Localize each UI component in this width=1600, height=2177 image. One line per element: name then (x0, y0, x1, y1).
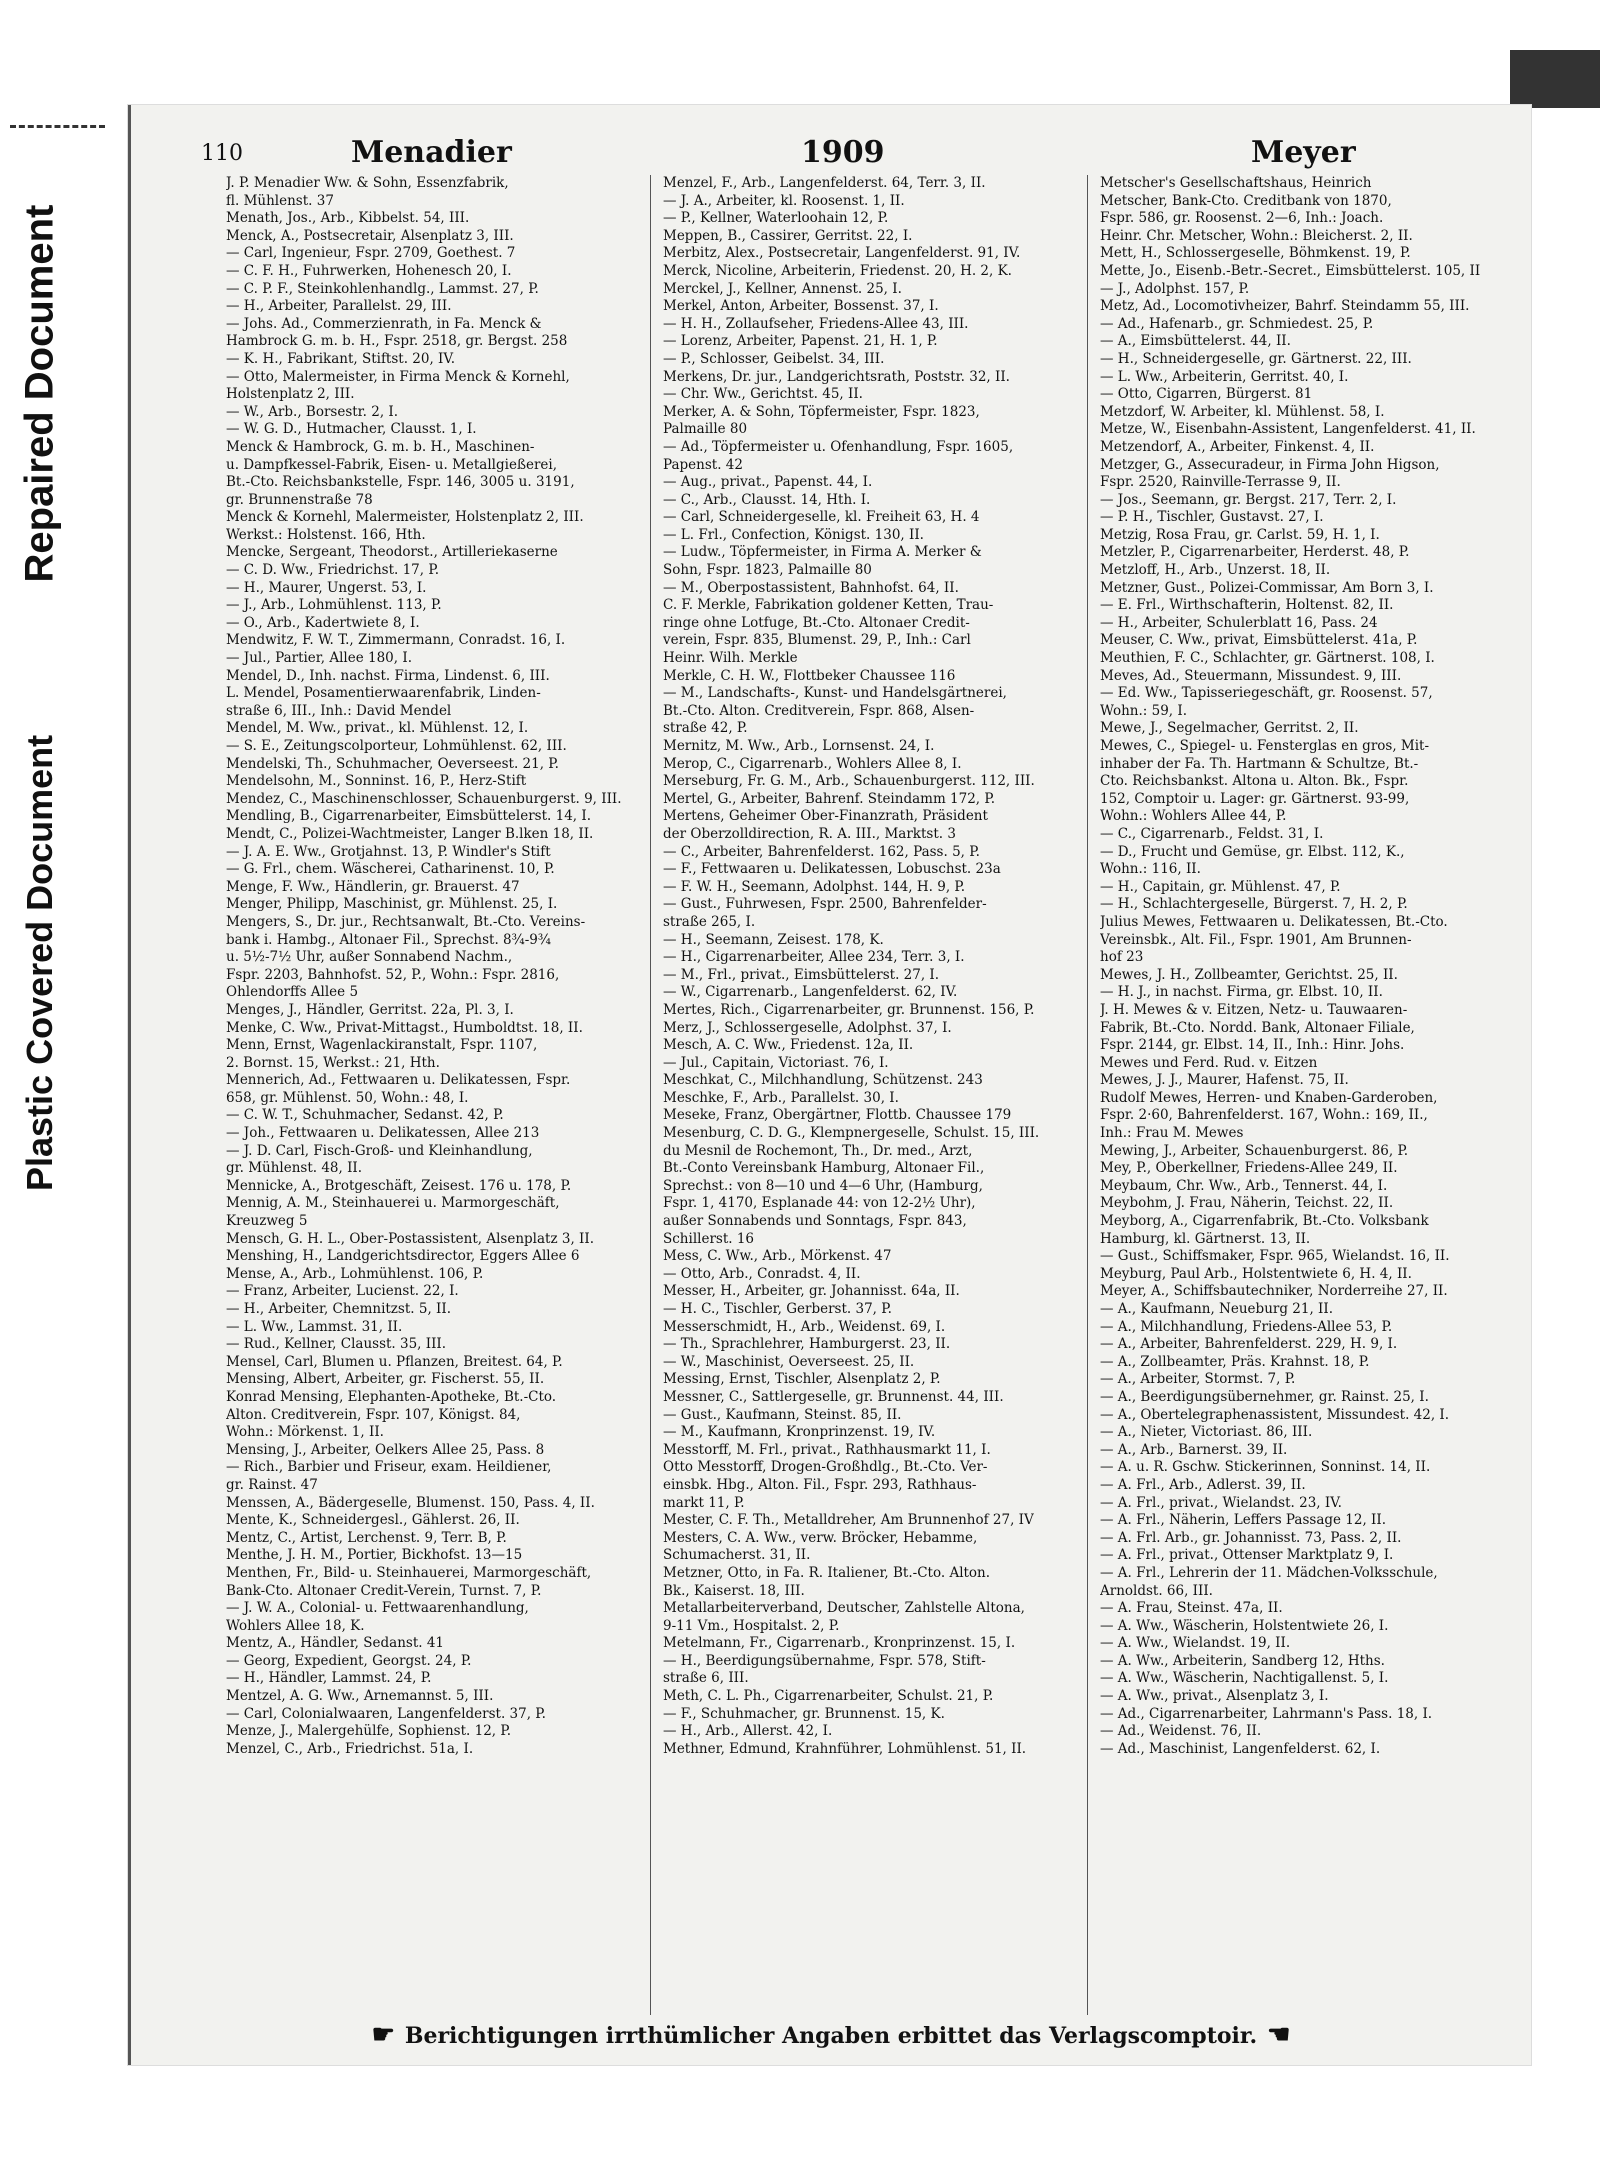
directory-entry: Fspr. 2520, Rainville-Terrasse 9, II. (1100, 474, 1341, 491)
directory-entry: — L. Ww., Lammst. 31, II. (226, 1318, 403, 1335)
directory-entry: — A. Frl., Lehrerin der 11. Mädchen-Volksschule, (1100, 1564, 1438, 1581)
directory-entry: Mester, C. F. Th., Metalldreher, Am Brunnenhof 27, IV (663, 1512, 1034, 1529)
directory-entry: — P. H., Tischler, Gustavst. 27, I. (1100, 509, 1324, 526)
directory-entry: Messer, H., Arbeiter, gr. Johannisst. 64a, II. (663, 1283, 960, 1300)
directory-entry: Metzig, Rosa Frau, gr. Carlst. 59, H. 1, I. (1100, 526, 1380, 543)
directory-entry: — J. A. E. Ww., Grotjahnst. 13, P. Windler's Stift (226, 843, 551, 860)
directory-entry: — A., Kaufmann, Neueburg 21, II. (1100, 1301, 1333, 1317)
directory-entry: — Carl, Colonialwaaren, Langenfelderst. 37, P. (226, 1705, 546, 1722)
directory-entry: Mesenburg, C. D. G., Klempnergeselle, Schulst. 15, III. (663, 1125, 1040, 1142)
directory-entry: Fspr. 586, gr. Roosenst. 2—6, Inh.: Joach. (1100, 210, 1384, 227)
directory-entry: — H., Händler, Lammst. 24, P. (226, 1670, 432, 1687)
directory-entry: Mernitz, M. Ww., Arb., Lornsenst. 24, I. (663, 738, 935, 754)
directory-entry: bank i. Hambg., Altonaer Fil., Sprechst. 8¾-9¾ (226, 931, 551, 948)
directory-entry: — J., Adolphst. 157, P. (1100, 280, 1250, 297)
directory-entry: Mertel, G., Arbeiter, Bahrenf. Steindamm 172, P. (663, 790, 996, 807)
directory-entry: Schillerst. 16 (663, 1230, 755, 1247)
directory-entry: — A., Zollbeamter, Präs. Krahnst. 18, P. (1100, 1353, 1370, 1370)
directory-entry: — P., Schlosser, Geibelst. 34, III. (663, 350, 885, 367)
directory-entry: — F., Schuhmacher, gr. Brunnenst. 15, K. (663, 1705, 945, 1722)
directory-entry: — E. Frl., Wirthschafterin, Holtenst. 82, II. (1100, 597, 1394, 614)
directory-entry: — A. Ww., Wäscherin, Nachtigallenst. 5, I. (1100, 1670, 1389, 1687)
directory-entry: Mentzel, A. G. Ww., Arnemannst. 5, III. (226, 1688, 494, 1705)
directory-entry: Menzel, F., Arb., Langenfelderst. 64, Terr. 3, II. (663, 175, 986, 191)
pointing-hand-icon: ☚ (1267, 2020, 1291, 2050)
directory-entry: Mendwitz, F. W. T., Zimmermann, Conradst. 16, I. (226, 632, 566, 649)
directory-entry: du Mesnil de Rochemont, Th., Dr. med., Arzt, (663, 1142, 973, 1159)
directory-entry: Mey, P., Oberkellner, Friedens-Allee 249, II. (1100, 1160, 1398, 1177)
directory-entry: — H., Seemann, Zeisest. 178, K. (663, 931, 884, 948)
directory-entry: Metzner, Otto, in Fa. R. Italiener, Bt.-Cto. Alton. (663, 1564, 991, 1581)
directory-entry: — Jul., Capitain, Victoriast. 76, I. (663, 1054, 889, 1071)
directory-entry: Mendelski, Th., Schuhmacher, Oeverseest. 21, P. (226, 755, 559, 772)
directory-entry: Mense, A., Arb., Lohmühlenst. 106, P. (226, 1265, 484, 1282)
directory-entry: Wohn.: 59, I. (1100, 702, 1187, 719)
directory-entry: Papenst. 42 (663, 456, 743, 473)
directory-entry: straße 6, III. (663, 1670, 749, 1687)
directory-entry: Konrad Mensing, Elephanten-Apotheke, Bt.-Cto. (226, 1388, 557, 1405)
directory-entry: Schumacherst. 31, II. (663, 1547, 811, 1564)
directory-entry: Metz, Ad., Locomotivheizer, Bahrf. Steindamm 55, III. (1100, 298, 1470, 315)
directory-entry: — Ad., Hafenarb., gr. Schmiedest. 25, P. (1100, 315, 1374, 332)
directory-entry: straße 6, III., Inh.: David Mendel (226, 702, 452, 719)
directory-entry: Wohn.: Mörkenst. 1, II. (226, 1424, 384, 1441)
directory-entry: — H., Maurer, Ungerst. 53, I. (226, 579, 427, 596)
directory-entry: Menthe, J. H. M., Portier, Bickhofst. 13—15 (226, 1547, 523, 1564)
directory-entry: — H. C., Tischler, Gerberst. 37, P. (663, 1301, 892, 1317)
directory-entry: Mensch, G. H. L., Ober-Postassistent, Alsenplatz 3, II. (226, 1230, 594, 1247)
directory-entry: — D., Frucht und Gemüse, gr. Elbst. 112, K., (1100, 843, 1405, 860)
directory-entry: Menck & Kornehl, Malermeister, Holstenplatz 2, III. (226, 509, 584, 526)
directory-entry: Menck, A., Postsecretair, Alsenplatz 3, III. (226, 227, 514, 244)
directory-entry: — A. Frl., privat., Ottenser Marktplatz 9, I. (1100, 1547, 1394, 1564)
directory-entry: Meyborg, A., Cigarrenfabrik, Bt.-Cto. Volksbank (1100, 1213, 1429, 1230)
directory-entry: Metzdorf, W. Arbeiter, kl. Mühlenst. 58, I. (1100, 403, 1385, 420)
directory-entry: — A. Frl. Arb., gr. Johannisst. 73, Pass. 2, II. (1100, 1529, 1402, 1546)
directory-entry: Bt.-Cto. Alton. Creditverein, Fspr. 868, Alsen- (663, 702, 975, 719)
directory-entry: Merkel, Anton, Arbeiter, Bossenst. 37, I. (663, 298, 939, 315)
directory-entry: — A. Ww., Arbeiterin, Sandberg 12, Hths. (1100, 1652, 1385, 1669)
directory-entry: Bt.-Conto Vereinsbank Hamburg, Altonaer Fil., (663, 1160, 985, 1177)
directory-entry: — A., Obertelegraphenassistent, Missundest. 42, I. (1100, 1406, 1450, 1423)
directory-entry: Messerschmidt, H., Arb., Weidenst. 69, I. (663, 1318, 946, 1335)
directory-entry: — Gust., Schiffsmaker, Fspr. 965, Wielandst. 16, II. (1100, 1248, 1450, 1265)
directory-entry: Ohlendorffs Allee 5 (226, 984, 359, 1001)
header-year: 1909 (801, 135, 885, 170)
directory-entry: — Gust., Kaufmann, Steinst. 85, II. (663, 1406, 902, 1423)
directory-entry: — J. W. A., Colonial- u. Fettwaarenhandlung, (226, 1600, 529, 1617)
directory-entry: Fspr. 2203, Bahnhofst. 52, P., Wohn.: Fspr. 2816, (226, 966, 560, 983)
directory-entry: Mess, C. Ww., Arb., Mörkenst. 47 (663, 1248, 892, 1265)
directory-entry: Mensel, Carl, Blumen u. Pflanzen, Breitest. 64, P. (226, 1353, 563, 1370)
directory-entry: Palmaille 80 (663, 421, 748, 438)
directory-entry: — Otto, Arb., Conradst. 4, II. (663, 1265, 861, 1282)
directory-entry: Menthen, Fr., Bild- u. Steinhauerei, Marmorgeschäft, (226, 1564, 592, 1581)
dashed-line (10, 125, 105, 128)
plastic-covered-document-label: Plastic Covered Document (19, 734, 60, 1191)
directory-entry: Wohn.: Wohlers Allee 44, P. (1100, 808, 1287, 825)
directory-entry: Messner, C., Sattlergeselle, gr. Brunnenst. 44, III. (663, 1388, 1004, 1405)
directory-entry: gr. Mühlenst. 48, II. (226, 1160, 363, 1177)
directory-entry: — W., Maschinist, Oeverseest. 25, II. (663, 1353, 915, 1370)
directory-entry: Mendel, M. Ww., privat., kl. Mühlenst. 12, I. (226, 720, 529, 737)
directory-entry: Wohn.: 116, II. (1100, 861, 1201, 878)
column-divider (1087, 175, 1088, 2015)
directory-entry: Metzner, Gust., Polizei-Commissar, Am Born 3, I. (1100, 579, 1434, 596)
page-footer (131, 2020, 1531, 2050)
directory-entry: fl. Mühlenst. 37 (226, 192, 334, 209)
directory-entry: Kreuzweg 5 (226, 1213, 308, 1230)
directory-entry: Mewes, J. H., Zollbeamter, Gerichtst. 25, II. (1100, 966, 1398, 983)
directory-entry: Mengers, S., Dr. jur., Rechtsanwalt, Bt.-Cto. Vereins- (226, 913, 586, 930)
directory-entry: — Rich., Barbier und Friseur, exam. Heildiener, (226, 1459, 552, 1476)
directory-entry: Mewes und Ferd. Rud. v. Eitzen (1100, 1054, 1318, 1071)
directory-entry: — A. Ww., Wielandst. 19, II. (1100, 1635, 1291, 1652)
directory-entry: Metzger, G., Assecuradeur, in Firma John Higson, (1100, 456, 1440, 473)
directory-entry: Fspr. 2144, gr. Elbst. 14, II., Inh.: Hinr. Johs. (1100, 1037, 1405, 1054)
directory-entry: Otto Messtorff, Drogen-Großhdlg., Bt.-Cto. Ver- (663, 1459, 988, 1476)
pointing-hand-icon: ☛ (371, 2020, 395, 2050)
directory-entry: Mennig, A. M., Steinhauerei u. Marmorgeschäft, (226, 1195, 560, 1212)
directory-entry: — Rud., Kellner, Clausst. 35, III. (226, 1336, 447, 1353)
directory-entry: 2. Bornst. 15, Werkst.: 21, Hth. (226, 1054, 440, 1071)
directory-entry: Merkle, C. H. W., Flottbeker Chaussee 116 (663, 667, 956, 684)
directory-entry: — Ad., Maschinist, Langenfelderst. 62, I. (1100, 1740, 1381, 1757)
directory-entry: — A., Arbeiter, Bahrenfelderst. 229, H. 9, I. (1100, 1336, 1398, 1353)
directory-entry: — Chr. Ww., Gerichtst. 45, II. (663, 386, 863, 403)
directory-entry: — O., Arb., Kadertwiete 8, I. (226, 614, 420, 631)
directory-entry: — H., Arbeiter, Schulerblatt 16, Pass. 24 (1100, 614, 1378, 631)
header-right-word: Meyer (1251, 135, 1356, 170)
directory-entry: Mendez, C., Maschinenschlosser, Schauenburgerst. 9, III. (226, 790, 622, 807)
document-page (128, 105, 1531, 2065)
directory-entry: — Otto, Cigarren, Bürgerst. 81 (1100, 386, 1313, 403)
directory-entry: Heinr. Wilh. Merkle (663, 650, 798, 667)
directory-entry: Mensing, J., Arbeiter, Oelkers Allee 25, Pass. 8 (226, 1441, 545, 1458)
directory-entry: Metscher's Gesellschaftshaus, Heinrich (1100, 175, 1372, 191)
header-left-word: Menadier (351, 135, 512, 170)
directory-entry: — A., Beerdigungsübernehmer, gr. Rainst. 25, I. (1100, 1388, 1429, 1405)
directory-entry: Menck & Hambrock, G. m. b. H., Maschinen- (226, 438, 535, 455)
directory-entry: — H. J., in nachst. Firma, gr. Elbst. 10, II. (1100, 984, 1383, 1001)
directory-entry: C. F. Merkle, Fabrikation goldener Ketten, Trau- (663, 597, 994, 614)
directory-entry: gr. Brunnenstraße 78 (226, 491, 373, 508)
directory-entry: Messing, Ernst, Tischler, Alsenplatz 2, P. (663, 1371, 941, 1388)
directory-entry: — H., Arbeiter, Chemnitzst. 5, II. (226, 1301, 451, 1317)
directory-entry: Mendel, D., Inh. nachst. Firma, Lindenst. 6, III. (226, 667, 550, 684)
directory-entry: — Lorenz, Arbeiter, Papenst. 21, H. 1, P. (663, 333, 938, 350)
directory-entry: Mewe, J., Segelmacher, Gerritst. 2, II. (1100, 720, 1359, 737)
directory-entry: Menath, Jos., Arb., Kibbelst. 54, III. (226, 210, 470, 227)
directory-entry: Mertens, Geheimer Ober-Finanzrath, Präsident (663, 808, 988, 825)
directory-entry: u. 5½-7½ Uhr, außer Sonnabend Nachm., (226, 949, 513, 966)
directory-entry: Mesters, C. A. Ww., verw. Bröcker, Hebamme, (663, 1529, 978, 1546)
directory-entry: Menges, J., Händler, Gerritst. 22a, Pl. 3, I. (226, 1001, 514, 1018)
directory-entry: — H., Beerdigungsübernahme, Fspr. 578, Stift- (663, 1652, 986, 1669)
footer-text: Berichtigungen irrthümlicher Angaben erbittet das Verlagscomptoir. (404, 2023, 1258, 2049)
directory-entry: Alton. Creditverein, Fspr. 107, Königst. 84, (226, 1406, 521, 1423)
directory-entry: Heinr. Chr. Metscher, Wohn.: Bleicherst. 2, II. (1100, 227, 1413, 244)
directory-entry: Menzel, C., Arb., Friedrichst. 51a, I. (226, 1740, 474, 1757)
directory-entry: Merkens, Dr. jur., Landgerichtsrath, Poststr. 32, II. (663, 368, 1010, 385)
directory-entry: J. P. Menadier Ww. & Sohn, Essenzfabrik, (226, 175, 509, 191)
directory-entry: — A. u. R. Gschw. Stickerinnen, Sonninst. 14, II. (1100, 1459, 1431, 1476)
directory-entry: — C. W. T., Schuhmacher, Sedanst. 42, P. (226, 1107, 504, 1124)
directory-entry: Julius Mewes, Fettwaaren u. Delikatessen, Bt.-Cto. (1100, 913, 1448, 930)
directory-entry: 152, Comptoir u. Lager: gr. Gärtnerst. 93-99, (1100, 790, 1410, 807)
directory-entry: hof 23 (1100, 949, 1144, 966)
directory-entry: — A. Frl., Näherin, Leffers Passage 12, II. (1100, 1512, 1387, 1529)
directory-entry: Mendling, B., Cigarrenarbeiter, Eimsbüttelerst. 14, I. (226, 808, 592, 825)
directory-entry: Meppen, B., Cassirer, Gerritst. 22, I. (663, 227, 913, 244)
directory-entry: Mendelsohn, M., Sonninst. 16, P., Herz-Stift (226, 773, 527, 790)
directory-entry: Fabrik, Bt.-Cto. Nordd. Bank, Altonaer Filiale, (1100, 1019, 1415, 1036)
directory-entry: — G. Frl., chem. Wäscherei, Catharinenst. 10, P. (226, 861, 555, 878)
directory-entry: — M., Frl., privat., Eimsbüttelerst. 27, I. (663, 966, 940, 983)
directory-entry: — Ad., Töpfermeister u. Ofenhandlung, Fspr. 1605, (663, 438, 1014, 455)
directory-entry: — A., Arb., Barnerst. 39, II. (1100, 1441, 1288, 1458)
directory-entry: Mewing, J., Arbeiter, Schauenburgerst. 86, P. (1100, 1142, 1409, 1159)
directory-entry: Mentz, A., Händler, Sedanst. 41 (226, 1635, 445, 1652)
directory-entry: Metelmann, Fr., Cigarrenarb., Kronprinzenst. 15, I. (663, 1635, 1016, 1652)
directory-entry: Cto. Reichsbankst. Altona u. Alton. Bk., Fspr. (1100, 773, 1409, 790)
directory-entry: Mesch, A. C. Ww., Friedenst. 12a, II. (663, 1037, 914, 1054)
directory-entry: einsbk. Hbg., Alton. Fil., Fspr. 293, Rathhaus- (663, 1476, 977, 1493)
directory-entry: — J. D. Carl, Fisch-Groß- und Kleinhandlung, (226, 1142, 533, 1159)
directory-entry: Meuthien, F. C., Schlachter, gr. Gärtnerst. 108, I. (1100, 650, 1435, 667)
directory-entry: — J. A., Arbeiter, kl. Roosenst. 1, II. (663, 192, 905, 209)
directory-entry: Meybaum, Chr. Ww., Arb., Tennerst. 44, I. (1100, 1177, 1388, 1194)
directory-entry: J. H. Mewes & v. Eitzen, Netz- u. Tauwaaren- (1100, 1001, 1408, 1018)
directory-entry: — H., Capitain, gr. Mühlenst. 47, P. (1100, 878, 1341, 895)
directory-entry: — Ludw., Töpfermeister, in Firma A. Merker & (663, 544, 982, 561)
directory-entry: Mett, H., Schlossergeselle, Böhmkenst. 19, P. (1100, 245, 1411, 262)
directory-entry: — Carl, Schneidergeselle, kl. Freiheit 63, H. 4 (663, 509, 980, 526)
directory-entry: L. Mendel, Posamentierwaarenfabrik, Linden- (226, 685, 541, 702)
directory-entry: Menger, Philipp, Maschinist, gr. Mühlenst. 25, I. (226, 896, 558, 913)
directory-entry: — A., Eimsbüttelerst. 44, II. (1100, 333, 1291, 350)
directory-entry: — P., Kellner, Waterloohain 12, P. (663, 210, 889, 227)
directory-entry: Menssen, A., Bädergeselle, Blumenst. 150, Pass. 4, II. (226, 1494, 595, 1511)
directory-entry: — Th., Sprachlehrer, Hamburgerst. 23, II. (663, 1336, 951, 1353)
directory-entry: Merseburg, Fr. G. M., Arb., Schauenburgerst. 112, III. (663, 773, 1035, 790)
directory-entry: gr. Rainst. 47 (226, 1476, 318, 1493)
directory-entry: — W. G. D., Hutmacher, Clausst. 1, I. (226, 421, 477, 438)
column-divider (650, 175, 651, 2015)
directory-entry: Meuser, C. Ww., privat, Eimsbüttelerst. 41a, P. (1100, 632, 1418, 649)
directory-entry: markt 11, P. (663, 1494, 745, 1511)
directory-entry: — H., Schneidergeselle, gr. Gärtnerst. 22, III. (1100, 350, 1412, 367)
directory-entry: Mente, K., Schneidergesl., Gählerst. 26, II. (226, 1512, 520, 1529)
directory-entry: u. Dampfkessel-Fabrik, Eisen- u. Metallgießerei, (226, 456, 558, 473)
directory-column-3 (1100, 175, 1510, 2015)
directory-entry: Meybohm, J. Frau, Näherin, Teichst. 22, II. (1100, 1195, 1394, 1212)
directory-entry: Mewes, J. J., Maurer, Hafenst. 75, II. (1100, 1072, 1349, 1089)
directory-entry: — H., Schlachtergeselle, Bürgerst. 7, H. 2, P. (1100, 896, 1408, 913)
directory-entry: Werkst.: Holstenst. 166, Hth. (226, 526, 426, 543)
directory-entry: Bk., Kaiserst. 18, III. (663, 1582, 805, 1599)
directory-entry: inhaber der Fa. Th. Hartmann & Schultze, Bt.- (1100, 755, 1419, 772)
directory-entry: Merz, J., Schlossergeselle, Adolphst. 37, I. (663, 1019, 952, 1036)
directory-entry: Meth, C. L. Ph., Cigarrenarbeiter, Schulst. 21, P. (663, 1688, 994, 1705)
directory-entry: Menge, F. Ww., Händlerin, gr. Brauerst. 47 (226, 878, 520, 895)
directory-entry: Arnoldst. 66, III. (1100, 1582, 1213, 1599)
directory-entry: Meyer, A., Schiffsbautechniker, Norderreihe 27, II. (1100, 1283, 1448, 1300)
directory-entry: Meseke, Franz, Obergärtner, Flottb. Chaussee 179 (663, 1107, 1012, 1124)
directory-entry: Metallarbeiterverband, Deutscher, Zahlstelle Altona, (663, 1600, 1025, 1617)
directory-entry: Wohlers Allee 18, K. (226, 1617, 365, 1634)
directory-entry: Metzloff, H., Arb., Unzerst. 18, II. (1100, 562, 1331, 579)
directory-entry: Merck, Nicoline, Arbeiterin, Friedenst. 20, H. 2, K. (663, 262, 1012, 279)
directory-entry: Mensing, Albert, Arbeiter, gr. Fischerst. 55, II. (226, 1371, 545, 1388)
directory-entry: — L. Ww., Arbeiterin, Gerritst. 40, I. (1100, 368, 1349, 385)
directory-entry: Meyburg, Paul Arb., Holstentwiete 6, H. 4, II. (1100, 1265, 1412, 1282)
directory-entry: Meschkat, C., Milchhandlung, Schützenst. 243 (663, 1072, 983, 1089)
directory-entry: — S. E., Zeitungscolporteur, Lohmühlenst. 62, III. (226, 738, 567, 754)
directory-entry: Bank-Cto. Altonaer Credit-Verein, Turnst. 7, P. (226, 1582, 542, 1599)
directory-entry: — L. Frl., Confection, Königst. 130, II. (663, 526, 924, 543)
directory-entry: — M., Landschafts-, Kunst- und Handelsgärtnerei, (663, 685, 1007, 702)
directory-entry: — C., Arbeiter, Bahrenfelderst. 162, Pass. 5, P. (663, 843, 980, 860)
directory-entry: — H., Arbeiter, Parallelst. 29, III. (226, 298, 452, 315)
directory-entry: straße 265, I. (663, 913, 756, 930)
directory-entry: — A., Nieter, Victoriast. 86, III. (1100, 1424, 1313, 1441)
directory-entry: — Ed. Ww., Tapisseriegeschäft, gr. Roosenst. 57, (1100, 685, 1433, 702)
directory-entry: — Joh., Fettwaaren u. Delikatessen, Allee 213 (226, 1125, 540, 1142)
directory-entry: Mette, Jo., Eisenb.-Betr.-Secret., Eimsbüttelerst. 105, II (1100, 262, 1481, 279)
directory-entry: Hambrock G. m. b. H., Fspr. 2518, gr. Bergst. 258 (226, 333, 568, 350)
directory-entry: Metzendorf, A., Arbeiter, Finkenst. 4, II. (1100, 438, 1375, 455)
directory-entry: der Oberzolldirection, R. A. III., Marktst. 3 (663, 825, 956, 842)
directory-entry: Merker, A. & Sohn, Töpfermeister, Fspr. 1823, (663, 403, 980, 420)
directory-entry: Sprechst.: von 8—10 und 4—6 Uhr, (Hamburg, (663, 1177, 983, 1194)
directory-entry: Menke, C. Ww., Privat-Mittagst., Humboldtst. 18, II. (226, 1019, 583, 1036)
directory-entry: — A. Frl., privat., Wielandst. 23, IV. (1100, 1494, 1342, 1511)
page-header (201, 135, 1501, 175)
directory-entry: Metscher, Bank-Cto. Creditbank von 1870, (1100, 192, 1392, 209)
directory-entry: — Otto, Malermeister, in Firma Menck & Kornehl, (226, 368, 570, 385)
directory-entry: — Gust., Fuhrwesen, Fspr. 2500, Bahrenfelder- (663, 896, 987, 913)
directory-entry: Mentz, C., Artist, Lerchenst. 9, Terr. B, P. (226, 1529, 507, 1546)
directory-entry: Methner, Edmund, Krahnführer, Lohmühlenst. 51, II. (663, 1740, 1027, 1757)
directory-entry: Metzler, P., Cigarrenarbeiter, Herderst. 48, P. (1100, 544, 1410, 561)
directory-entry: — A. Frau, Steinst. 47a, II. (1100, 1600, 1283, 1617)
directory-entry: — M., Oberpostassistent, Bahnhofst. 64, II. (663, 579, 959, 596)
repaired-document-label: Repaired Document (17, 204, 62, 583)
directory-entry: Mencke, Sergeant, Theodorst., Artilleriekaserne (226, 544, 558, 561)
directory-entry: Merckel, J., Kellner, Annenst. 25, I. (663, 280, 902, 297)
directory-entry: Hamburg, kl. Gärtnerst. 13, II. (1100, 1230, 1311, 1247)
directory-entry: Rudolf Mewes, Herren- und Knaben-Garderoben, (1100, 1089, 1438, 1106)
directory-entry: Mennerich, Ad., Fettwaaren u. Delikatessen, Fspr. (226, 1072, 571, 1089)
directory-entry: — Johs. Ad., Commerzienrath, in Fa. Menck & (226, 315, 542, 332)
directory-entry: Fspr. 2·60, Bahrenfelderst. 167, Wohn.: 169, II., (1100, 1107, 1428, 1124)
directory-entry: Inh.: Frau M. Mewes (1100, 1125, 1244, 1142)
directory-entry: außer Sonnabends und Sonntags, Fspr. 843, (663, 1213, 967, 1230)
directory-entry: Mewes, C., Spiegel- u. Fensterglas en gros, Mit- (1100, 738, 1430, 754)
directory-entry: ringe ohne Lotfuge, Bt.-Cto. Altonaer Credit- (663, 614, 970, 631)
directory-entry: — Georg, Expedient, Georgst. 24, P. (226, 1652, 472, 1669)
directory-entry: — J., Arb., Lohmühlenst. 113, P. (226, 597, 442, 614)
directory-entry: Menshing, H., Landgerichtsdirector, Eggers Allee 6 (226, 1248, 580, 1265)
dark-corner-mark (1510, 50, 1600, 108)
directory-entry: verein, Fspr. 835, Blumenst. 29, P., Inh.: Carl (663, 632, 971, 649)
directory-entry: Merbitz, Alex., Postsecretair, Langenfelderst. 91, IV. (663, 245, 1021, 262)
directory-entry: — C., Arb., Clausst. 14, Hth. I. (663, 491, 871, 508)
directory-entry: — Jos., Seemann, gr. Bergst. 217, Terr. 2, I. (1100, 491, 1397, 508)
directory-entry: — K. H., Fabrikant, Stiftst. 20, IV. (226, 350, 456, 367)
directory-entry: — W., Cigarrenarb., Langenfelderst. 62, IV. (663, 984, 958, 1001)
directory-entry: Fspr. 1, 4170, Esplanade 44: von 12-2½ Uhr), (663, 1195, 976, 1212)
directory-entry: Bt.-Cto. Reichsbankstelle, Fspr. 146, 3005 u. 3191, (226, 474, 575, 491)
directory-entry: Meschke, F., Arb., Parallelst. 30, I. (663, 1089, 899, 1106)
directory-column-1 (226, 175, 636, 2015)
directory-entry: — C. P. F., Steinkohlenhandlg., Lammst. 27, P. (226, 280, 539, 297)
directory-entry: — M., Kaufmann, Kronprinzenst. 19, IV. (663, 1424, 936, 1441)
directory-entry: Menn, Ernst, Wagenlackiranstalt, Fspr. 1107, (226, 1037, 538, 1054)
directory-entry: Messtorff, M. Frl., privat., Rathhausmarkt 11, I. (663, 1441, 991, 1458)
directory-entry: — F. W. H., Seemann, Adolphst. 144, H. 9, P. (663, 878, 966, 895)
directory-entry: — A. Ww., privat., Alsenplatz 3, I. (1100, 1688, 1329, 1705)
directory-entry: — A. Ww., Wäscherin, Holstentwiete 26, I. (1100, 1617, 1389, 1634)
directory-entry: Menze, J., Malergehülfe, Sophienst. 12, P. (226, 1723, 512, 1740)
directory-entry: 9-11 Vm., Hospitalst. 2, P. (663, 1617, 840, 1634)
directory-entry: — W., Arb., Borsestr. 2, I. (226, 403, 399, 420)
directory-entry: — C. D. Ww., Friedrichst. 17, P. (226, 562, 439, 579)
directory-entry: — Franz, Arbeiter, Lucienst. 22, I. (226, 1283, 459, 1300)
directory-entry: Meves, Ad., Steuermann, Missundest. 9, III. (1100, 667, 1402, 684)
directory-entry: 658, gr. Mühlenst. 50, Wohn.: 48, I. (226, 1089, 469, 1106)
directory-column-2 (663, 175, 1073, 2015)
directory-entry: Vereinsbk., Alt. Fil., Fspr. 1901, Am Brunnen- (1100, 931, 1412, 948)
directory-entry: — Ad., Weidenst. 76, II. (1100, 1723, 1262, 1740)
directory-entry: — Ad., Cigarrenarbeiter, Lahrmann's Pass. 18, I. (1100, 1705, 1433, 1722)
directory-entry: straße 42, P. (663, 720, 748, 737)
directory-entry: Mendt, C., Polizei-Wachtmeister, Langer B.lken 18, II. (226, 825, 594, 842)
directory-entry: — Aug., privat., Papenst. 44, I. (663, 474, 873, 491)
directory-columns (226, 175, 1516, 2015)
directory-entry: Metze, W., Eisenbahn-Assistent, Langenfelderst. 41, II. (1100, 421, 1476, 438)
directory-entry: — H., Arb., Allerst. 42, I. (663, 1723, 833, 1740)
directory-entry: Holstenplatz 2, III. (226, 386, 355, 403)
directory-entry: — C., Cigarrenarb., Feldst. 31, I. (1100, 825, 1324, 842)
directory-entry: — F., Fettwaaren u. Delikatessen, Lobuschst. 23a (663, 861, 1001, 878)
directory-entry: — Jul., Partier, Allee 180, I. (226, 650, 412, 667)
directory-entry: Merop, C., Cigarrenarb., Wohlers Allee 8, I. (663, 755, 962, 772)
directory-entry: — A. Frl., Arb., Adlerst. 39, II. (1100, 1476, 1306, 1493)
directory-entry: — A., Arbeiter, Stormst. 7, P. (1100, 1371, 1296, 1388)
directory-entry: — H., Cigarrenarbeiter, Allee 234, Terr. 3, I. (663, 949, 965, 966)
directory-entry: — C. F. H., Fuhrwerken, Hohenesch 20, I. (226, 262, 512, 279)
directory-entry: — H. H., Zollaufseher, Friedens-Allee 43, III. (663, 315, 969, 332)
directory-entry: Mennicke, A., Brotgeschäft, Zeisest. 176 u. 178, P. (226, 1177, 572, 1194)
directory-entry: Sohn, Fspr. 1823, Palmaille 80 (663, 562, 872, 579)
directory-entry: — A., Milchhandlung, Friedens-Allee 53, P. (1100, 1318, 1393, 1335)
directory-entry: — Carl, Ingenieur, Fspr. 2709, Goethest. 7 (226, 245, 516, 262)
page-number: 110 (201, 141, 243, 166)
directory-entry: Mertes, Rich., Cigarrenarbeiter, gr. Brunnenst. 156, P. (663, 1001, 1035, 1018)
